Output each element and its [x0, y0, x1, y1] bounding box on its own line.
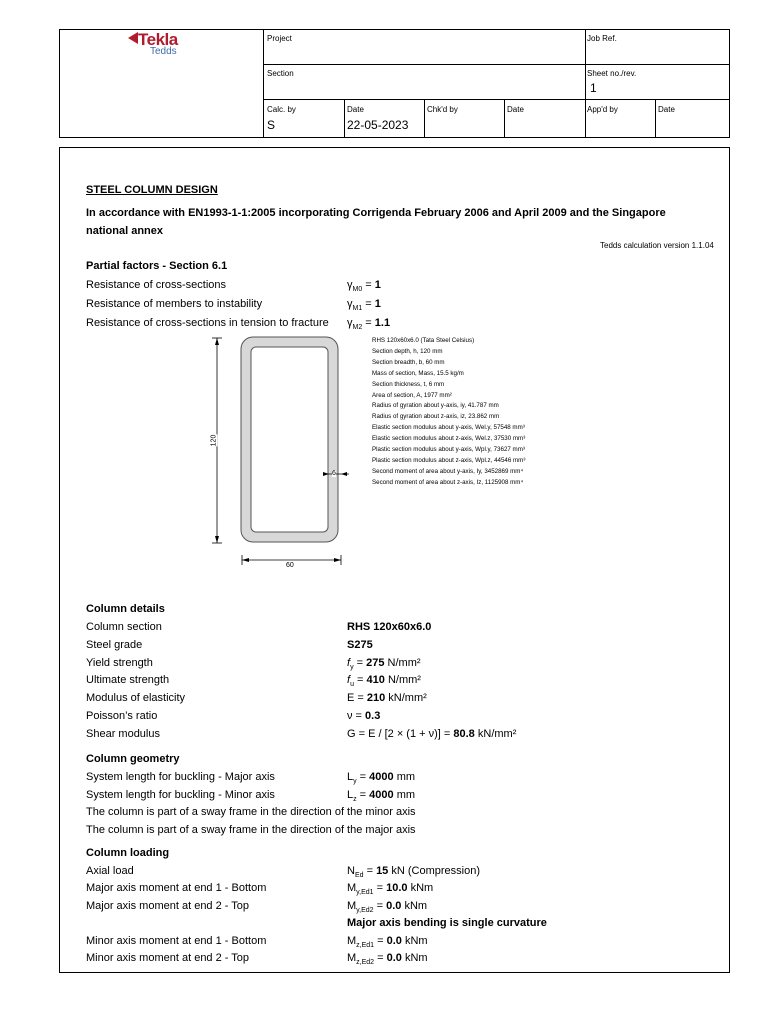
thickness-label: 6 — [332, 470, 336, 477]
section-property: Radius of gyration about y-axis, iy, 41.787 mm — [372, 402, 499, 410]
buckling-minor-value: $L_z = 4000$ mm — [347, 789, 416, 804]
appdby-caption: App'd by — [587, 105, 618, 114]
section-property: Section breadth, b, 60 mm — [372, 358, 445, 366]
project-caption: Project — [267, 34, 292, 43]
header-divider — [424, 99, 425, 137]
header-divider — [655, 99, 656, 137]
yield-strength-value: $f_y = 275$ N/mm² — [347, 657, 421, 672]
pf-label-1: Resistance of members to instability — [86, 298, 263, 310]
curvature-text: Major axis bending is single curvature — [347, 917, 547, 929]
breadth-label: 60 — [286, 562, 294, 569]
my1-label: Major axis moment at end 1 - Bottom — [86, 882, 267, 894]
mz1-value: $M_{z,Ed1} = 0.0$ kNm — [347, 935, 428, 950]
column-details-heading: Column details — [86, 603, 165, 615]
poisson-label: Poisson’s ratio — [86, 710, 158, 722]
section-property: Section depth, h, 120 mm — [372, 347, 443, 355]
header-divider — [263, 64, 729, 65]
pf-label-0: Resistance of cross-sections — [86, 279, 226, 291]
buckling-minor-label: System length for buckling - Minor axis — [86, 789, 275, 801]
date-value: 22-05-2023 — [347, 118, 409, 132]
header-divider — [263, 99, 729, 100]
axial-load-value: $N_{Ed} = 15$ kN (Compression) — [347, 865, 481, 880]
calcby-caption: Calc. by — [267, 105, 296, 114]
jobref-caption: Job Ref. — [587, 34, 617, 43]
buckling-major-label: System length for buckling - Major axis — [86, 771, 275, 783]
axial-load-label: Axial load — [86, 865, 134, 877]
standard-line-1: In accordance with EN1993-1-1:2005 incorporating Corrigenda February 2006 and April 2009 and the Singapore — [86, 207, 666, 219]
chkdby-caption: Chk'd by — [427, 105, 458, 114]
date-caption: Date — [347, 105, 364, 114]
mz2-label: Minor axis moment at end 2 - Top — [86, 952, 250, 964]
section-property: Radius of gyration about z-axis, iz, 23.862 mm — [372, 413, 500, 421]
partial-factors-heading: Partial factors - Section 6.1 — [86, 260, 228, 272]
ultimate-strength-label: Ultimate strength — [86, 674, 170, 686]
column-section-label: Column section — [86, 621, 162, 633]
column-section-value: RHS 120x60x6.0 — [347, 621, 432, 633]
steel-grade-value: S275 — [347, 639, 373, 651]
logo-subtext: Tedds — [150, 46, 177, 57]
sheet-value: 1 — [590, 81, 597, 95]
modulus-label: Modulus of elasticity — [86, 692, 186, 704]
pf-label-2: Resistance of cross-sections in tension to fracture — [86, 317, 329, 329]
section-property: Second moment of area about z-axis, Iz, 1125908 mm⁴ — [372, 478, 524, 486]
section-caption: Section — [267, 69, 294, 78]
header-divider — [585, 30, 586, 137]
column-geometry-heading: Column geometry — [86, 753, 180, 765]
section-property: Elastic section modulus about y-axis, Wel.y, 57548 mm³ — [372, 424, 525, 432]
logo-text: Tekla — [138, 30, 178, 49]
pf-symbol-2: $\gamma_{M2} = 1.1$ — [347, 317, 391, 332]
yield-strength-label: Yield strength — [86, 657, 153, 669]
mz1-label: Minor axis moment at end 1 - Bottom — [86, 935, 267, 947]
pf-symbol-0: $\gamma_{M0} = 1$ — [347, 279, 381, 294]
shear-modulus-value: G = E / [2 × (1 + ν)] = 80.8 kN/mm² — [347, 728, 517, 740]
section-properties-list — [372, 336, 525, 489]
section-property: Plastic section modulus about z-axis, Wpl.z, 44546 mm³ — [372, 456, 526, 464]
section-property: Second moment of area about y-axis, Iy, 3452869 mm⁴ — [372, 467, 524, 475]
sway-major-text: The column is part of a sway frame in the direction of the major axis — [86, 824, 416, 836]
shear-modulus-label: Shear modulus — [86, 728, 160, 740]
calcby-value: S — [267, 118, 276, 132]
modulus-value: E = 210 kN/mm² — [347, 692, 427, 704]
rhs-section-figure — [205, 333, 355, 578]
sheet-caption: Sheet no./rev. — [587, 69, 637, 78]
standard-line-2: national annex — [86, 225, 164, 237]
buckling-major-value: $L_y = 4000$ mm — [347, 771, 416, 786]
section-property: RHS 120x60x6.0 (Tata Steel Celsius) — [372, 337, 475, 344]
pf-symbol-1: $\gamma_{M1} = 1$ — [347, 298, 381, 313]
steel-grade-label: Steel grade — [86, 639, 143, 651]
section-property: Section thickness, t, 6 mm — [372, 380, 445, 388]
header-divider — [263, 30, 264, 137]
date3-caption: Date — [658, 105, 675, 114]
date2-caption: Date — [507, 105, 524, 114]
mz2-value: $M_{z,Ed2} = 0.0$ kNm — [347, 952, 428, 967]
section-property: Elastic section modulus about z-axis, Wel.z, 37530 mm³ — [372, 435, 526, 443]
header-divider — [344, 99, 345, 137]
section-property: Plastic section modulus about y-axis, Wpl.y, 73627 mm³ — [372, 446, 525, 454]
section-property: Area of section, A, 1977 mm² — [372, 391, 452, 399]
column-loading-heading: Column loading — [86, 847, 170, 859]
my1-value: $M_{y,Ed1} = 10.0$ kNm — [347, 882, 434, 897]
doc-title: STEEL COLUMN DESIGN — [86, 184, 218, 196]
header-divider — [504, 99, 505, 137]
ultimate-strength-value: $f_u = 410$ N/mm² — [347, 674, 421, 689]
depth-label: 120 — [210, 434, 218, 447]
poisson-value: ν = 0.3 — [347, 710, 381, 722]
version-text: Tedds calculation version 1.1.04 — [600, 241, 714, 250]
my2-label: Major axis moment at end 2 - Top — [86, 900, 250, 912]
sway-minor-text: The column is part of a sway frame in the direction of the minor axis — [86, 806, 416, 818]
section-property: Mass of section, Mass, 15.5 kg/m — [372, 369, 464, 377]
my2-value: $M_{y,Ed2} = 0.0$ kNm — [347, 900, 428, 915]
